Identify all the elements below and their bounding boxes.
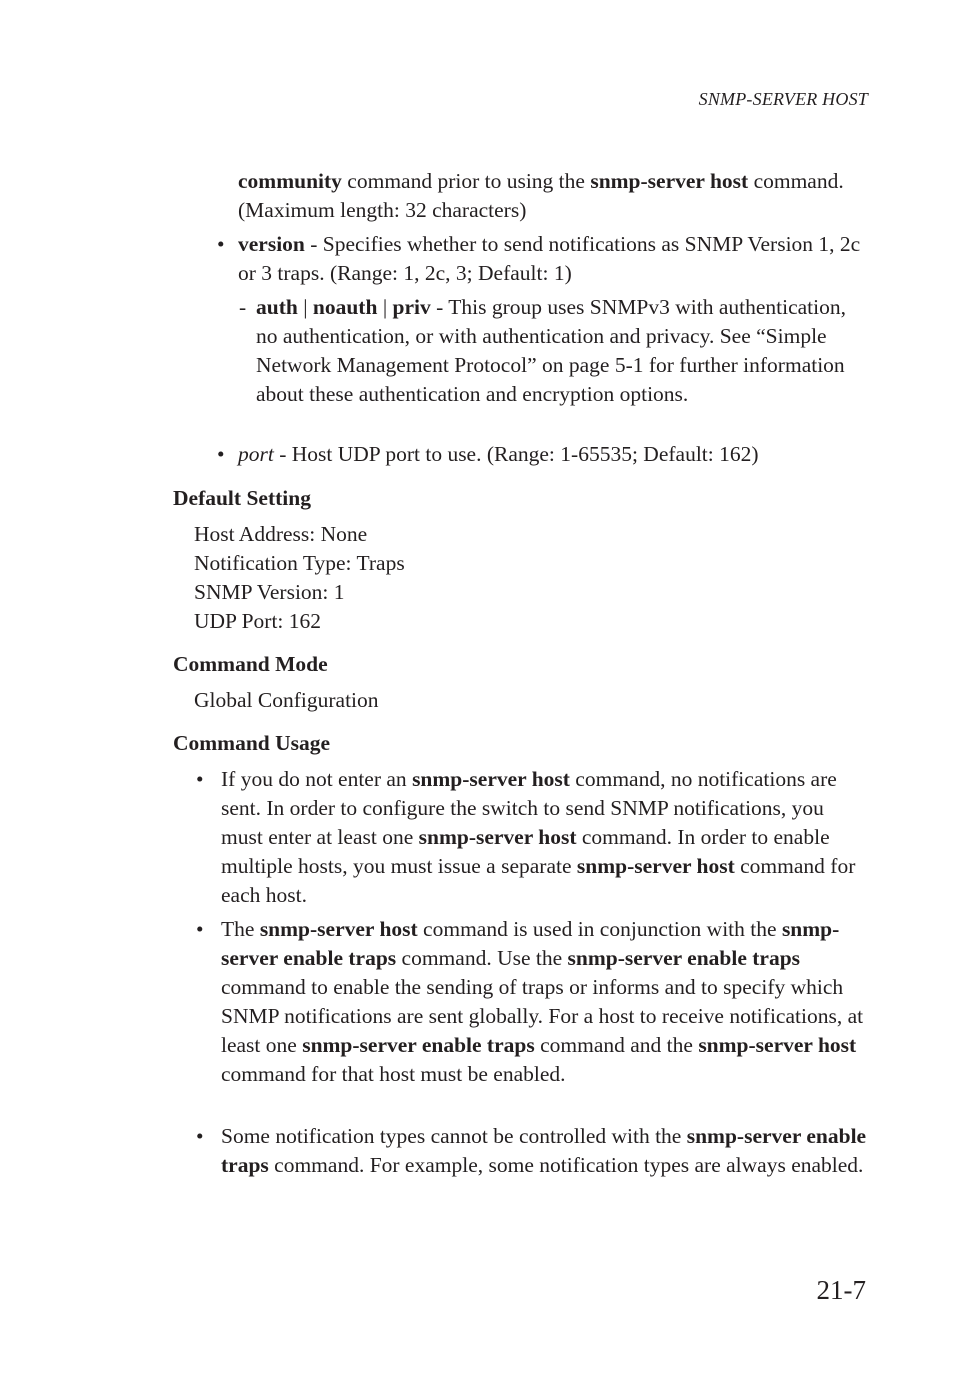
usage-item-1: [221, 765, 869, 910]
dash-icon: -: [239, 295, 247, 319]
keyword-snmp-server-enable-traps: snmp-server enable traps: [221, 917, 840, 970]
keyword-snmp-server-host: snmp-server host: [418, 825, 577, 849]
bullet-icon: •: [196, 1124, 204, 1148]
text: command for that host must be enabled.: [221, 1062, 566, 1086]
keyword-port: port: [238, 442, 274, 466]
bullet-icon: •: [196, 767, 204, 791]
community-param-continuation: [238, 167, 870, 225]
text: command to enable the sending of traps or informs and to specify which SNMP notifications are sent globally. For a host to receive notifications, at least one: [221, 975, 864, 1057]
text: - Host UDP port to use. (Range: 1-65535; Default: 162): [273, 442, 759, 466]
text: command for each host.: [221, 854, 856, 907]
text: command. In order to enable multiple hosts, you must issue a separate: [221, 825, 830, 878]
text: command and the: [534, 1033, 699, 1057]
version-param: [238, 230, 870, 288]
keyword-snmp-server-host: snmp-server host: [576, 854, 735, 878]
text: - This group uses SNMPv3 with authentication, no authentication, or with authentication and privacy. See “Simple Network Management Protocol” on page 5-1 for further information about these authentication and encryption options.: [256, 295, 846, 406]
text: command. For example, some notification types are always enabled.: [268, 1153, 864, 1177]
separator: |: [297, 295, 313, 319]
keyword-auth: auth: [256, 295, 298, 319]
text: command is used in conjunction with the: [417, 917, 782, 941]
page-number: 21-7: [816, 1275, 866, 1305]
bullet-icon: •: [217, 232, 225, 256]
text: command, no notifications are sent. In order to configure the switch to send SNMP notifications, you must enter at least one: [221, 767, 837, 849]
default-host-address: Host Address: None: [194, 522, 368, 546]
usage-item-3: [221, 1122, 869, 1180]
command-usage-heading: Command Usage: [173, 731, 331, 755]
text: The: [221, 917, 260, 941]
command-mode-value: Global Configuration: [194, 688, 379, 712]
keyword-noauth: noauth: [312, 295, 378, 319]
keyword-snmp-server-host: snmp-server host: [412, 767, 570, 791]
bullet-icon: •: [217, 442, 225, 466]
separator: |: [377, 295, 393, 319]
keyword-snmp-server-enable-traps: snmp-server enable traps: [221, 1124, 867, 1177]
default-notification-type: Notification Type: Traps: [194, 551, 405, 575]
default-udp-port: UDP Port: 162: [194, 609, 322, 633]
text: command. (Maximum length: 32 characters): [238, 169, 844, 222]
keyword-snmp-server-host: snmp-server host: [259, 917, 418, 941]
bullet-icon: •: [196, 917, 204, 941]
keyword-snmp-server-host: snmp-server host: [590, 169, 749, 193]
default-setting-values: [194, 520, 854, 636]
command-mode-heading: Command Mode: [173, 652, 328, 676]
text: command. Use the: [396, 946, 568, 970]
auth-option: [256, 293, 870, 409]
running-header: SNMP-SERVER HOST: [698, 89, 868, 109]
text: Some notification types cannot be controlled with the: [221, 1124, 687, 1148]
default-setting-heading: Default Setting: [173, 486, 311, 510]
keyword-snmp-server-enable-traps: snmp-server enable traps: [302, 1033, 535, 1057]
keyword-community: community: [238, 169, 342, 193]
keyword-version: version: [238, 232, 305, 256]
port-param: [238, 440, 870, 469]
text: command prior to using the: [341, 169, 591, 193]
keyword-snmp-server-host: snmp-server host: [698, 1033, 857, 1057]
default-snmp-version: SNMP Version: 1: [194, 580, 345, 604]
keyword-priv: priv: [392, 295, 431, 319]
text: - Specifies whether to send notifications as SNMP Version 1, 2c or 3 traps. (Range: 1, 2c, 3; Default: 1): [238, 232, 861, 285]
usage-item-2: [221, 915, 869, 1089]
text: If you do not enter an: [221, 767, 413, 791]
keyword-snmp-server-enable-traps: snmp-server enable traps: [567, 946, 801, 970]
